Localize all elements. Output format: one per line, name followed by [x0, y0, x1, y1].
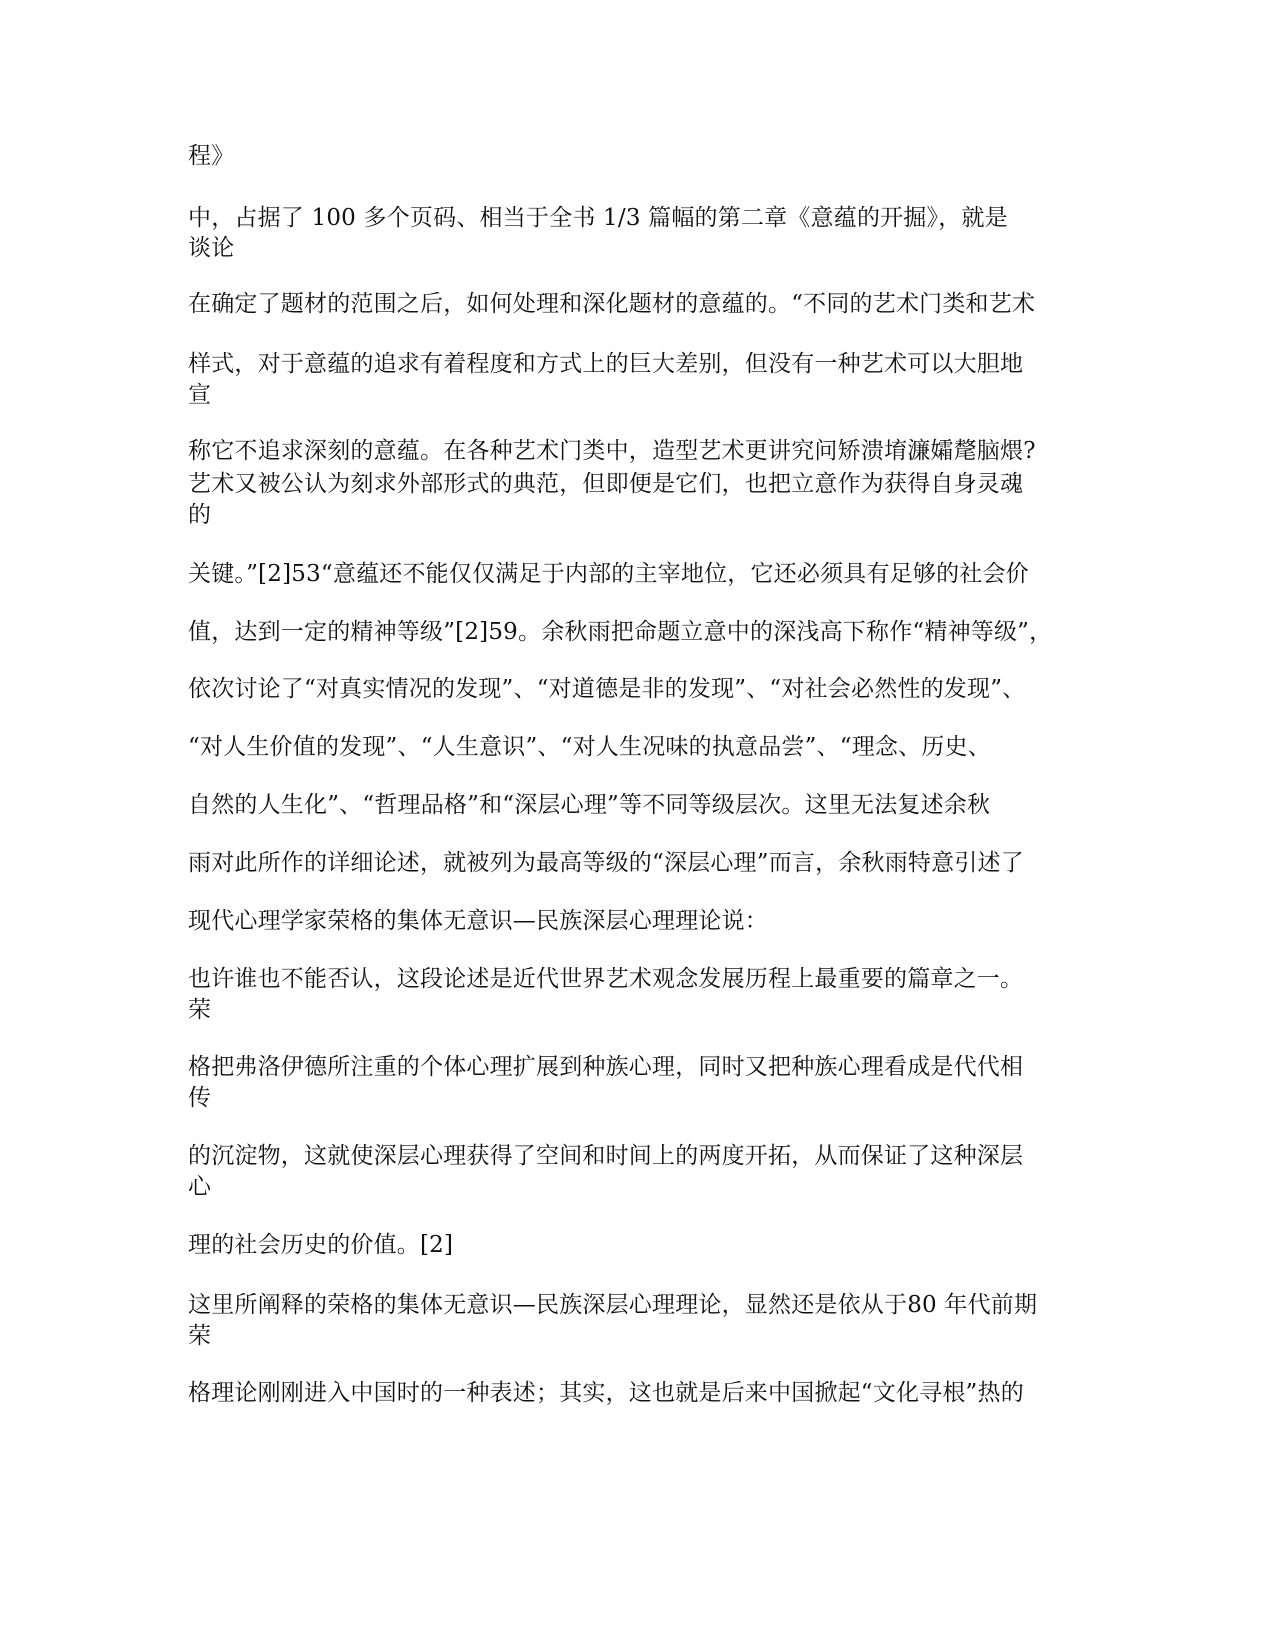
text-line: 理的社会历史的价值。[2]	[188, 1232, 454, 1258]
text-line: 雨对此所作的详细论述，就被列为最高等级的“深层心理”而言，余秋雨特意引述了	[188, 850, 1024, 876]
text-line: 心	[188, 1174, 212, 1200]
text-line: 格把弗洛伊德所注重的个体心理扩展到种族心理，同时又把种族心理看成是代代相	[188, 1054, 1024, 1080]
text-line: 艺术又被公认为刻求外部形式的典范，但即便是它们，也把立意作为获得自身灵魂	[188, 471, 1024, 497]
text-line: 的沉淀物，这就使深层心理获得了空间和时间上的两度开拓，从而保证了这种深层	[188, 1143, 1024, 1169]
text-line: 中，占据了 100 多个页码、相当于全书 1/3 篇幅的第二章《意蕴的开掘》，就是	[188, 205, 1008, 231]
text-line: 样式，对于意蕴的追求有着程度和方式上的巨大差别，但没有一种艺术可以大胆地	[188, 351, 1024, 377]
text-line: 谈论	[188, 235, 235, 261]
text-line: 传	[188, 1085, 212, 1111]
text-line: 格理论刚刚进入中国时的一种表述；其实，这也就是后来中国掀起“文化寻根”热的	[188, 1380, 1024, 1406]
text-line: 关键。”[2]53“意蕴还不能仅仅满足于内部的主宰地位，它还必须具有足够的社会价	[188, 561, 1029, 587]
text-line: “对人生价值的发现”、“人生意识”、“对人生况味的执意品尝”、“理念、历史、	[188, 734, 991, 760]
text-line: 值，达到一定的精神等级”[2]59。余秋雨把命题立意中的深浅高下称作“精神等级”，	[188, 619, 1053, 645]
text-line: 的	[188, 502, 212, 528]
text-line: 自然的人生化”、“哲理品格”和“深层心理”等不同等级层次。这里无法复述余秋	[188, 792, 991, 818]
text-line: 程》	[188, 143, 235, 169]
text-line: 在确定了题材的范围之后，如何处理和深化题材的意蕴的。“不同的艺术门类和艺术	[188, 291, 1036, 317]
text-line: 依次讨论了“对真实情况的发现”、“对道德是非的发现”、“对社会必然性的发现”、	[188, 676, 1026, 702]
text-line: 这里所阐释的荣格的集体无意识—民族深层心理理论，显然还是依从于80 年代前期	[188, 1292, 1038, 1318]
text-line: 现代心理学家荣格的集体无意识—民族深层心理理论说：	[188, 908, 768, 934]
text-line: 荣	[188, 997, 212, 1023]
text-line: 也许谁也不能否认，这段论述是近代世界艺术观念发展历程上最重要的篇章之一。	[188, 966, 1024, 992]
text-line: 称它不追求深刻的意蕴。在各种艺术门类中，造型艺术更讲究问矫溃堉濂孀氂脑煨?	[188, 438, 1036, 464]
text-line: 宣	[188, 382, 212, 408]
text-line: 荣	[188, 1323, 212, 1349]
